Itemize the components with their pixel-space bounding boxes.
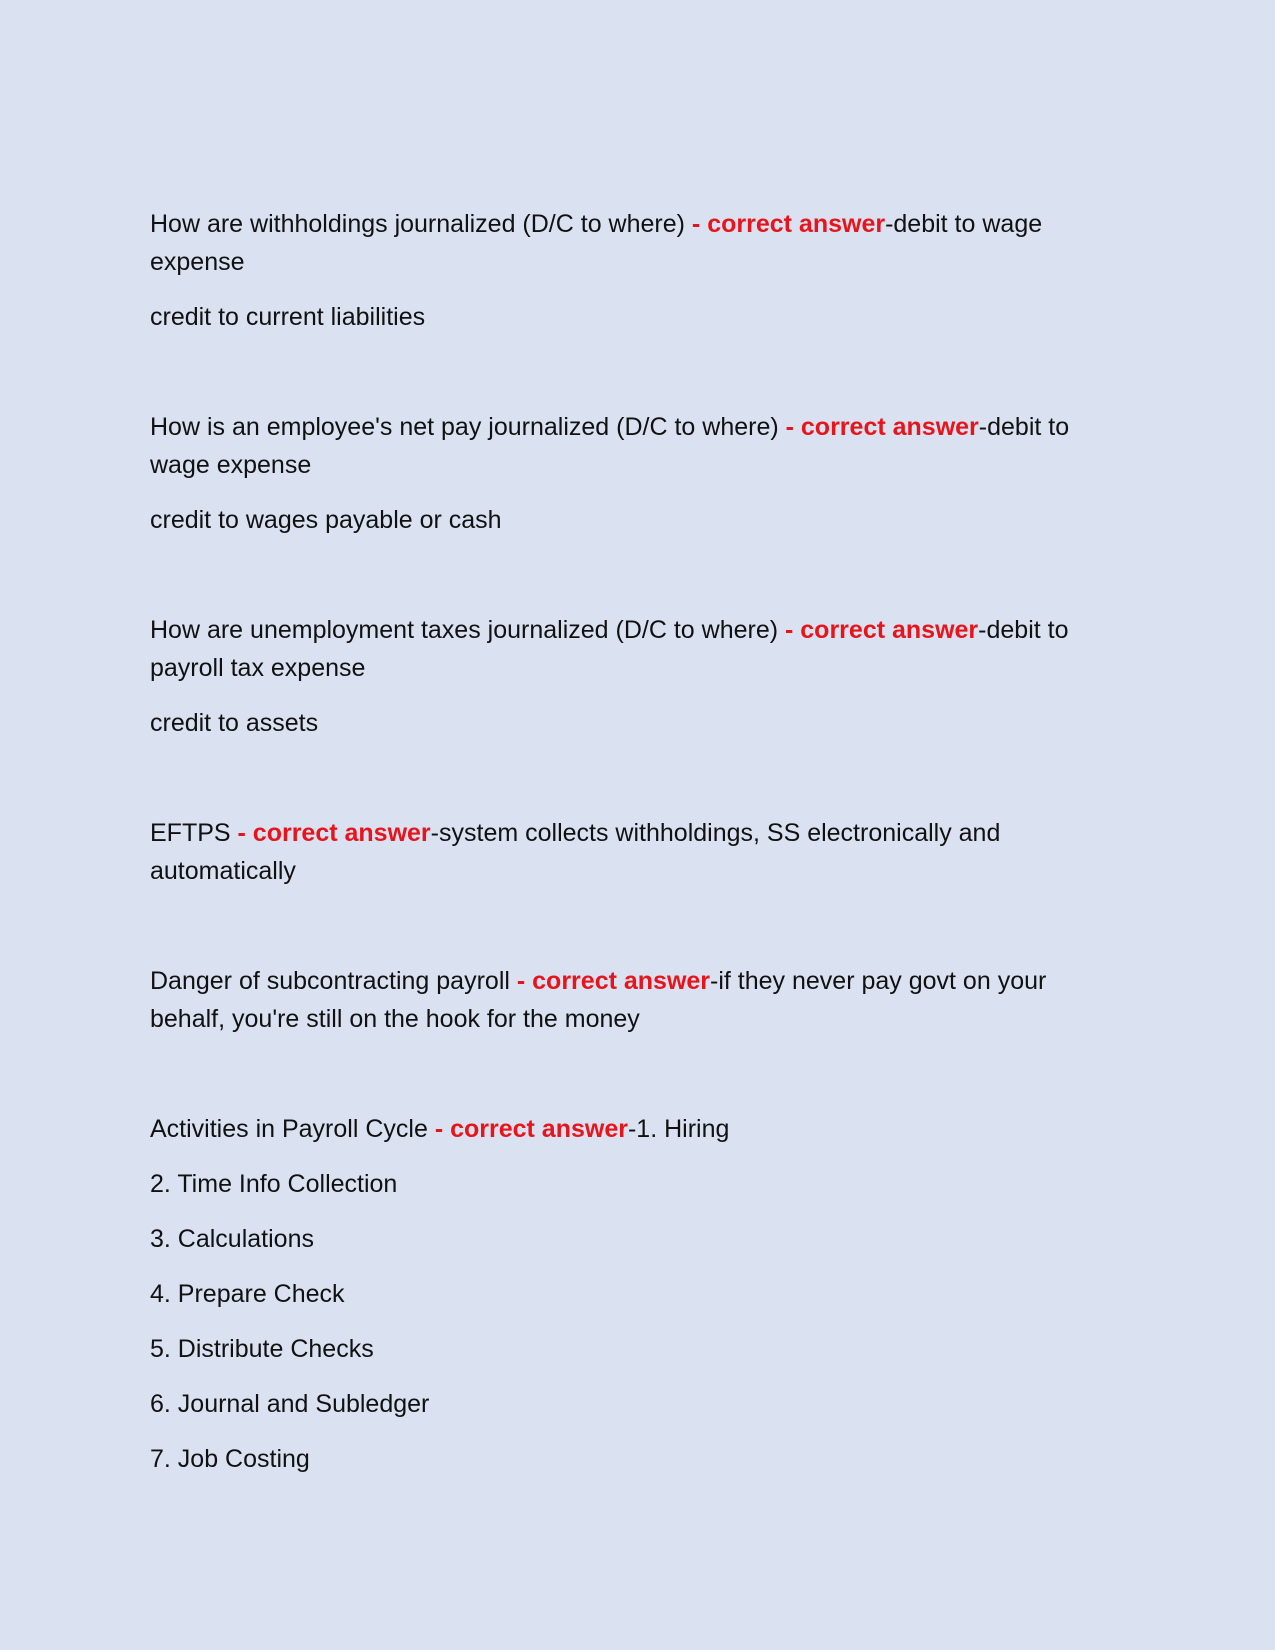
- answer-separator: -: [785, 413, 801, 441]
- answer-line: 3. Calculations: [150, 1225, 314, 1253]
- answer-line: credit to wages payable or cash: [150, 506, 502, 534]
- qa-question-line: [150, 205, 1110, 281]
- answer-separator: -: [785, 616, 801, 644]
- answer-line: 5. Distribute Checks: [150, 1335, 374, 1363]
- answer-text: -if they never pay govt on your behalf, you're still on the hook for the money: [150, 967, 1047, 1033]
- qa-question-line: [150, 962, 1110, 1038]
- correct-answer-label: correct answer: [450, 1115, 628, 1143]
- qa-item: [150, 408, 1110, 539]
- answer-text: -debit to wage expense: [150, 413, 1070, 479]
- qa-question-line: [150, 814, 1110, 890]
- correct-answer-label: correct answer: [707, 210, 886, 238]
- answer-separator: -: [516, 967, 533, 995]
- qa-item: [150, 205, 1110, 336]
- qa-item: [150, 962, 1110, 1038]
- question-text: Activities in Payroll Cycle: [150, 1115, 435, 1143]
- qa-item: [150, 1110, 1110, 1478]
- answer-text: -1. Hiring: [627, 1115, 730, 1143]
- qa-item: [150, 611, 1110, 742]
- qa-question-line: [150, 1110, 1110, 1148]
- question-text: Danger of subcontracting payroll: [150, 967, 517, 995]
- question-text: How are withholdings journalized (D/C to where): [150, 210, 692, 238]
- answer-text: -debit to wage expense: [150, 210, 1043, 276]
- answer-line: 7. Job Costing: [150, 1445, 310, 1473]
- correct-answer-label: correct answer: [532, 967, 711, 995]
- answer-text: -system collects withholdings, SS electronically and automatically: [150, 819, 1001, 885]
- qa-item: [150, 814, 1110, 890]
- answer-line: 2. Time Info Collection: [150, 1170, 398, 1198]
- correct-answer-label: correct answer: [252, 819, 431, 847]
- correct-answer-label: correct answer: [800, 616, 979, 644]
- answer-separator: -: [691, 210, 708, 238]
- qa-question-line: [150, 611, 1110, 687]
- correct-answer-label: correct answer: [800, 413, 979, 441]
- answer-separator: -: [237, 819, 253, 847]
- answer-separator: -: [434, 1115, 451, 1143]
- answer-line: 6. Journal and Subledger: [150, 1390, 430, 1418]
- answer-line: credit to assets: [150, 709, 319, 737]
- answer-line: 4. Prepare Check: [150, 1280, 345, 1308]
- document-page: [150, 205, 1110, 1478]
- question-text: EFTPS: [150, 819, 238, 847]
- question-text: How is an employee's net pay journalized (D/C to where): [150, 413, 786, 441]
- answer-text: -debit to payroll tax expense: [150, 616, 1069, 682]
- question-text: How are unemployment taxes journalized (D/C to where): [150, 616, 785, 644]
- answer-line: credit to current liabilities: [150, 303, 426, 331]
- qa-question-line: [150, 408, 1110, 484]
